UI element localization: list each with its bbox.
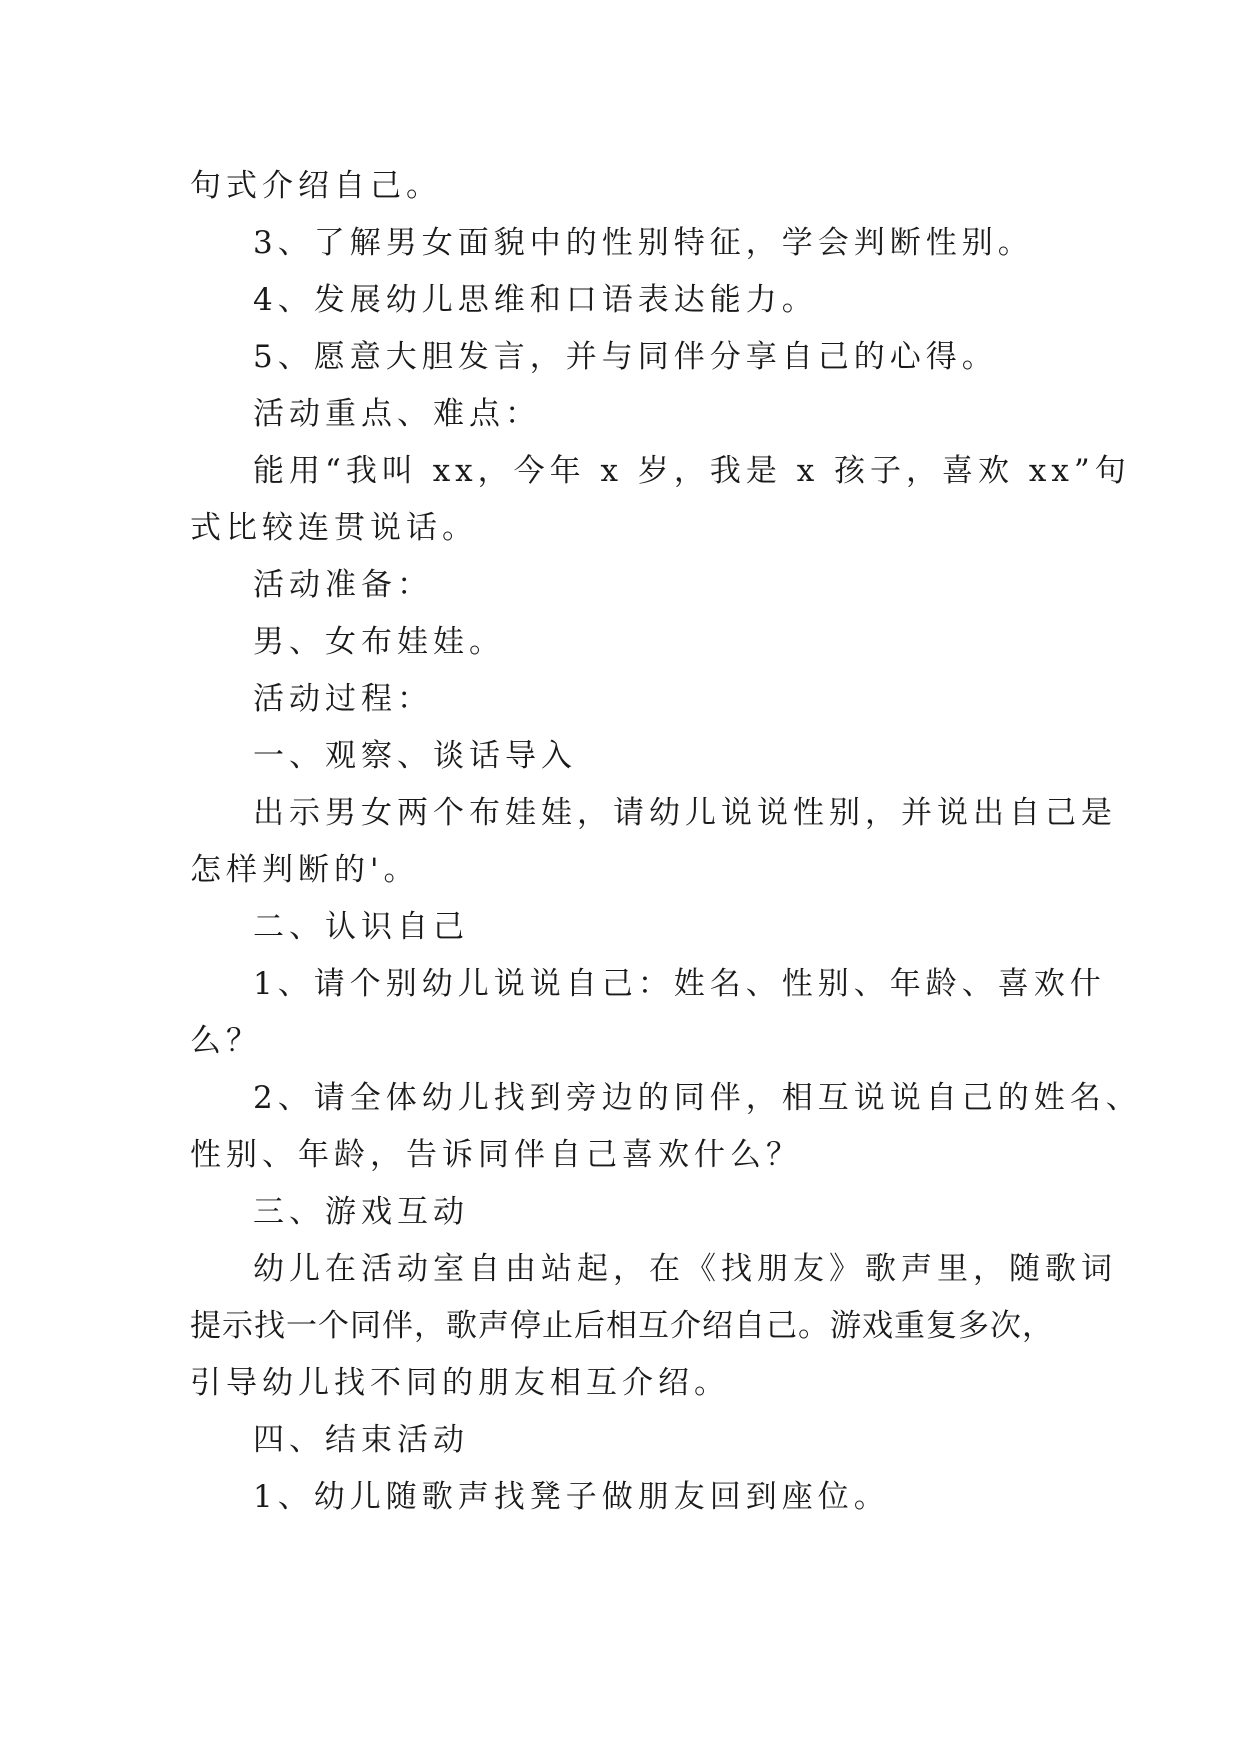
paragraph-line: 1、请个别幼儿说说自己：姓名、性别、年龄、喜欢什 xyxy=(253,966,1106,1002)
goal-item-4: 4、发展幼儿思维和口语表达能力。 xyxy=(253,282,818,318)
paragraph-line: 1、幼儿随歌声找凳子做朋友回到座位。 xyxy=(253,1479,890,1515)
paragraph-line: 么？ xyxy=(190,1023,262,1059)
step-heading-3: 三、游戏互动 xyxy=(253,1194,469,1230)
step-heading-4: 四、结束活动 xyxy=(253,1422,469,1458)
paragraph-line: 幼儿在活动室自由站起，在《找朋友》歌声里，随歌词 xyxy=(253,1251,1117,1287)
goal-item-5: 5、愿意大胆发言，并与同伴分享自己的心得。 xyxy=(253,339,998,375)
paragraph-line: 怎样判断的'。 xyxy=(190,852,420,888)
paragraph-line: 提示找一个同伴，歌声停止后相互介绍自己。游戏重复多次， xyxy=(190,1308,1054,1344)
section-heading-process: 活动过程： xyxy=(253,681,433,717)
paragraph-line: 式比较连贯说话。 xyxy=(190,510,478,546)
section-heading-key-points: 活动重点、难点： xyxy=(253,396,541,432)
step-heading-2: 二、认识自己 xyxy=(253,909,469,945)
paragraph-line: 男、女布娃娃。 xyxy=(253,624,505,660)
paragraph-line: 能用“我叫 xx，今年 x 岁，我是 x 孩子，喜欢 xx”句 xyxy=(253,453,1131,489)
goal-item-3: 3、了解男女面貌中的性别特征，学会判断性别。 xyxy=(253,225,1034,261)
continuation-line: 句式介绍自己。 xyxy=(190,168,442,204)
paragraph-line: 2、请全体幼儿找到旁边的同伴，相互说说自己的姓名、 xyxy=(253,1080,1142,1116)
step-heading-1: 一、观察、谈话导入 xyxy=(253,738,577,774)
paragraph-line: 出示男女两个布娃娃，请幼儿说说性别，并说出自己是 xyxy=(253,795,1117,831)
paragraph-line: 性别、年龄，告诉同伴自己喜欢什么？ xyxy=(190,1137,802,1173)
section-heading-preparation: 活动准备： xyxy=(253,567,433,603)
paragraph-line: 引导幼儿找不同的朋友相互介绍。 xyxy=(190,1365,730,1401)
